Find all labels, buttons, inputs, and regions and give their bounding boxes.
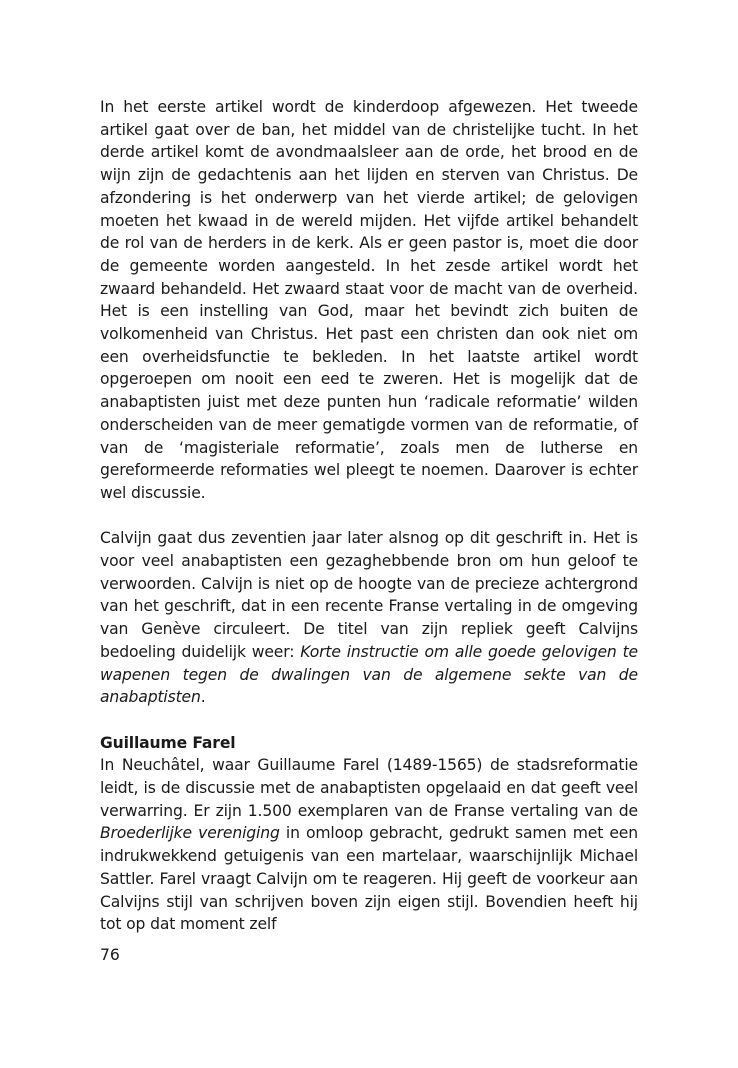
paragraph-gap — [100, 505, 638, 528]
book-title-broederlijke-vereniging: Broederlijke vereniging — [100, 824, 280, 843]
section-heading: Guillaume Farel — [100, 733, 236, 752]
paragraph-farel-text-before: In Neuchâtel, waar Guillaume Farel (1489-1565) de stadsreformatie leidt, is de discussie met de anabaptisten opgelaaid en dat geeft veel verwarring. Er zijn 1.500 exemplaren van de Franse vertaling van de — [100, 756, 638, 820]
page-body — [100, 96, 638, 936]
paragraph-kinderdoop: In het eerste artikel wordt de kinderdoop afgewezen. Het tweede artikel gaat over de ban, het middel van de christelijke tucht. In het derde artikel komt de avondmaalsleer aan de orde, het brood en de wijn zijn de gedachtenis aan het lijden en sterven van Christus. De afzondering is het onderwerp van het vierde artikel; de gelovigen moeten het kwaad in de wereld mijden. Het vijfde artikel behandelt de rol van de herders in de kerk. Als er geen pastor is, moet die door de gemeente worden aangesteld. In het zesde artikel wordt het zwaard behandeld. Het zwaard staat voor de macht van de overheid. Het is een instelling van God, maar het bevindt zich buiten de volkomenheid van Christus. Het past een christen dan ook niet om een overheidsfunctie te bekleden. In het laatste artikel wordt opgeroepen om nooit een eed te zweren. Het is mogelijk dat de anabaptisten juist met deze punten hun ‘radicale reformatie’ wilden onderscheiden van de meer gematigde vormen van de reformatie, of van de ‘magisteriale reformatie’, zoals men de lutherse en gereformeerde reformaties wel pleegt te noemen. Daarover is echter wel discussie. — [100, 98, 638, 502]
page-number: 76 — [100, 946, 120, 964]
book-title-korte-instructie: Korte instructie om alle goede gelovigen te wapenen tegen de dwalingen van de algemene sekte van de anabaptisten — [100, 642, 638, 707]
paragraph-gap — [100, 709, 638, 732]
paragraph-farel-text-after: in omloop gebracht, gedrukt samen met een indrukwekkend getuigenis van een martelaar, waarschijnlijk Michael Sattler. Farel vraagt Calvijn om te reageren. Hij geeft de voorkeur aan Calvijns stijl van schrijven boven zijn eigen stijl. Bovendien heeft hij tot op dat moment zelf — [100, 824, 638, 934]
paragraph-calvijn-end: . — [200, 688, 206, 707]
paragraph-calvijn — [100, 527, 638, 709]
paragraph-farel — [100, 754, 638, 936]
paragraph-calvijn-text: Calvijn gaat dus zeventien jaar later alsnog op dit geschrift in. Het is voor veel anabaptisten een gezaghebbende bron om hun geloof te verwoorden. Calvijn is niet op de hoogte van de precieze achtergrond van het geschrift, dat in een recente Franse vertaling in de omgeving van Genève circuleert. De titel van zijn repliek geeft Calvijns bedoeling duidelijk weer: — [100, 529, 638, 661]
